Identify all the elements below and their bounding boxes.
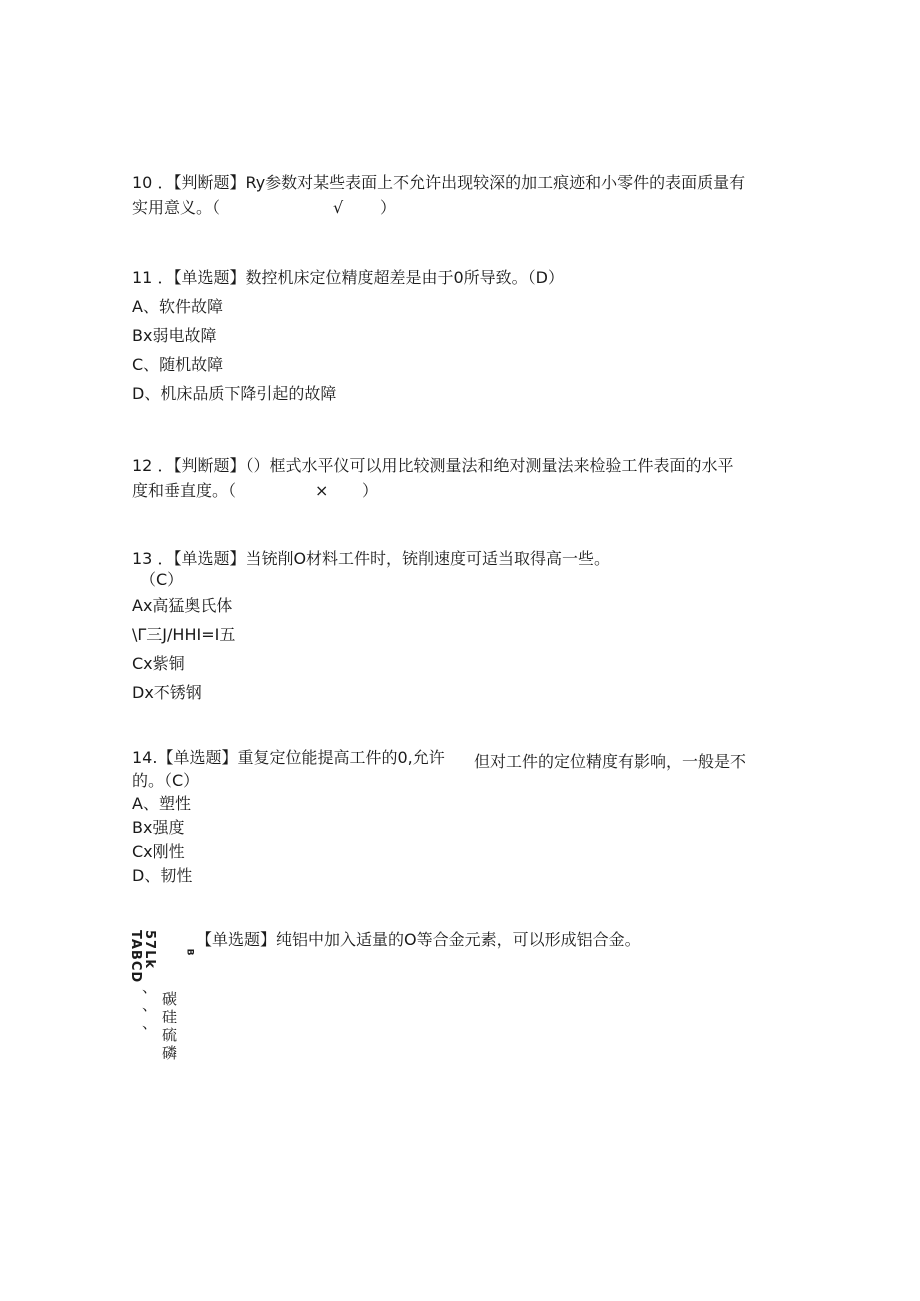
q13-option-a: Ax高猛奥氏体 (132, 596, 233, 615)
q11-stem: 11 ．【单选题】数控机床定位精度超差是由于0所导致。（D） (132, 268, 564, 287)
q15-option-b: 硅 (162, 1008, 178, 1026)
q12-close-paren: ） (362, 481, 379, 500)
q14-line-1a: 14.【单选题】重复定位能提高工件的0,允许 (132, 748, 445, 767)
q11-option-b: Bx弱电故障 (132, 326, 217, 345)
q15-mark-2: 、 (142, 996, 158, 1014)
q15-option-c: 硫 (162, 1026, 178, 1044)
q15-rotated-labels (128, 930, 156, 983)
q15-marks-column (142, 978, 157, 1032)
q15-stem: 【单选题】纯铝中加入适量的O等合金元素，可以形成铝合金。 (196, 930, 641, 949)
q12-line-2: 度和垂直度。（ (132, 481, 237, 500)
q15-option-a: 碳 (162, 990, 178, 1008)
q14-line-2: 的。（C） (132, 771, 200, 790)
q14-option-c: Cx刚性 (132, 842, 185, 861)
q14-option-a: A、塑性 (132, 794, 191, 813)
q11-option-a: A、软件故障 (132, 297, 223, 316)
q15-option-d: 磷 (162, 1044, 178, 1062)
q14-option-d: D、韧性 (132, 866, 193, 885)
q11-option-c: C、随机故障 (132, 355, 224, 374)
q12-answer-mark: × (315, 481, 329, 500)
q13-option-c: Cx紫铜 (132, 654, 185, 673)
q13-stem: 13 ．【单选题】当铳削O材料工件时，铳削速度可适当取得高一些。 (132, 549, 611, 568)
q14-line-1b: 但对工件的定位精度有影响，一般是不 (474, 752, 747, 771)
q13-answer: （C） (140, 570, 184, 589)
q11-option-d: D、机床品质下降引起的故障 (132, 384, 337, 403)
q15-mark-1: 、 (142, 978, 158, 996)
q15-rotated-line-2: TABCD (128, 930, 143, 984)
q15-rotated-line-1: 57Lk (142, 930, 157, 970)
q10-line-2: 实用意义。（ (132, 198, 221, 217)
q15-mark-3: 、 (142, 1014, 158, 1032)
q10-close-paren: ） (380, 198, 397, 217)
q15-fragment: B (184, 948, 195, 956)
q10-line-1: 10 ．【判断题】Ry参数对某些表面上不允许出现较深的加工痕迹和小零件的表面质量有 (132, 173, 746, 192)
q12-line-1: 12 ．【判断题】（）框式水平仪可以用比较测量法和绝对测量法来检验工件表面的水平 (132, 456, 734, 475)
q13-option-d: Dx不锈钢 (132, 683, 202, 702)
q14-option-b: Bx强度 (132, 818, 185, 837)
q10-answer-mark: √ (333, 198, 344, 217)
q15-options-column (162, 990, 177, 1062)
q13-option-b: \Γ三J/HHI=I五 (132, 625, 236, 644)
